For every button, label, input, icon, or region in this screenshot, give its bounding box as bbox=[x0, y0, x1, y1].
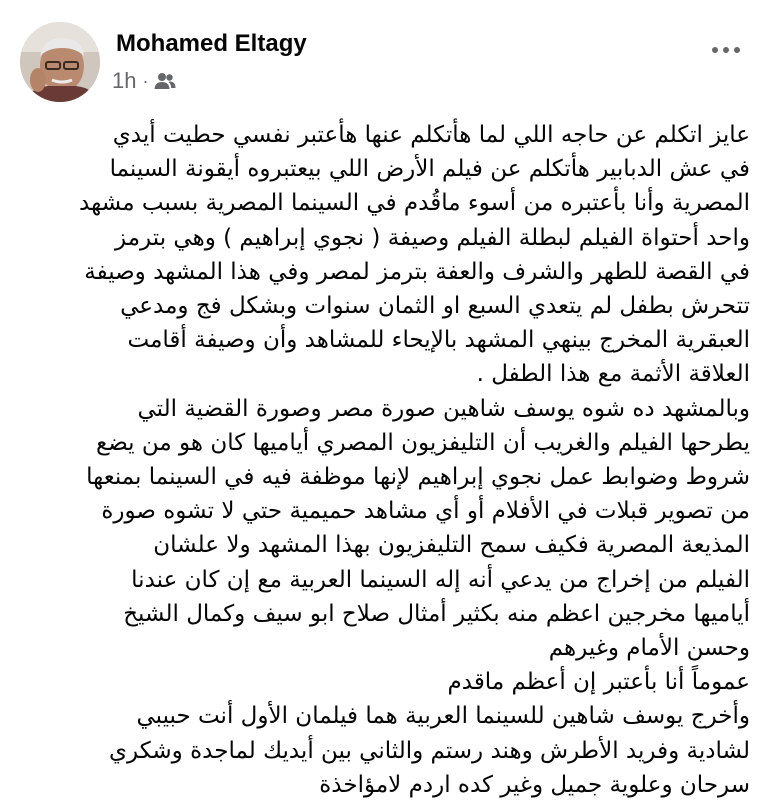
post-text-line: وبالمشهد ده شوه يوسف شاهين صورة مصر وصورة القضية التي bbox=[137, 395, 750, 422]
post-text-line: العبقرية المخرج بينهي المشهد بالإيحاء للمشاهد وأن وصيفة أقامت bbox=[127, 327, 750, 354]
post-text-line: وحسن الأمام وغيرهم bbox=[548, 635, 750, 662]
post-text-line: لشادية وفريد الأطرش وهند رستم والثاني بين أيديك لماجدة وشكري bbox=[109, 737, 750, 764]
post-text bbox=[16, 118, 750, 802]
more-dot bbox=[723, 47, 729, 53]
post-text-line: في عش الدبابير هأتكلم عن فيلم الأرض اللي بيعتبروه أيقونة السينما bbox=[109, 156, 750, 183]
post-meta bbox=[112, 68, 176, 94]
author-name[interactable]: Mohamed Eltagy bbox=[116, 30, 307, 57]
post-text-line: يطرحها الفيلم والغريب أن التليفزيون المصري أياميها كان هو من يضع bbox=[95, 429, 750, 456]
post-text-line: المصرية وأنا بأعتبره من أسوء ماقُدم في السينما المصرية بسبب مشهد bbox=[79, 190, 750, 217]
post-time[interactable]: 1h bbox=[112, 68, 137, 93]
post-text-line: عموماً أنا بأعتبر إن أعظم ماقدم bbox=[447, 669, 750, 696]
post-text-line: وأخرج يوسف شاهين للسينما العربية هما فيلمان الأول أنت حبيبي bbox=[136, 703, 750, 730]
more-horizontal-icon[interactable] bbox=[708, 40, 744, 60]
post-header bbox=[20, 22, 748, 104]
post-text-line: عايز اتكلم عن حاجه اللي لما هأتكلم عنها هأعتبر نفسي حطيت أيدي bbox=[112, 122, 750, 148]
meta-separator: · bbox=[142, 70, 149, 91]
more-dot bbox=[712, 47, 718, 53]
post-text-line: العلاقة الأثمة مع هذا الطفل . bbox=[476, 361, 750, 388]
post-text-line: المذيعة المصرية فكيف سمح التليفزيون بهذا المشهد ولا علشان bbox=[153, 532, 750, 559]
post-text-line: شروط وضوابط عمل نجوي إبراهيم لإنها موظفة فيه في السينما بمنعها bbox=[86, 464, 750, 491]
avatar-photo bbox=[20, 22, 100, 102]
avatar[interactable] bbox=[20, 22, 100, 102]
post-text-line: سرحان وعلوية جميل وغير كده اردم لامؤاخذة bbox=[319, 771, 750, 798]
post-text-line: تتحرش بطفل لم يتعدي السبع او الثمان سنوات وبشكل فج ومدعي bbox=[120, 293, 750, 320]
friends-icon[interactable] bbox=[154, 71, 176, 91]
more-dot bbox=[734, 47, 740, 53]
post-text-line: من تصوير قبلات في الأفلام أو أي مشاهد حميمية حتي لا تشوه صورة bbox=[101, 498, 750, 525]
post-text-line: أياميها مخرجين اعظم منه بكثير أمثال صلاح ابو سيف وكمال الشيخ bbox=[123, 600, 750, 627]
post-text-line: في القصة للطهر والشرف والعفة بترمز لمصر وفي هذا المشهد وصيفة bbox=[84, 258, 750, 285]
post-text-line: واحد أحتواة الفيلم لبطلة الفيلم وصيفة ( نجوي إبراهيم ) وهي بترمز bbox=[115, 224, 750, 251]
post-text-line: الفيلم من إخراج من يدعي أنه إله السينما العربية مع إن كان عندنا bbox=[131, 566, 750, 593]
